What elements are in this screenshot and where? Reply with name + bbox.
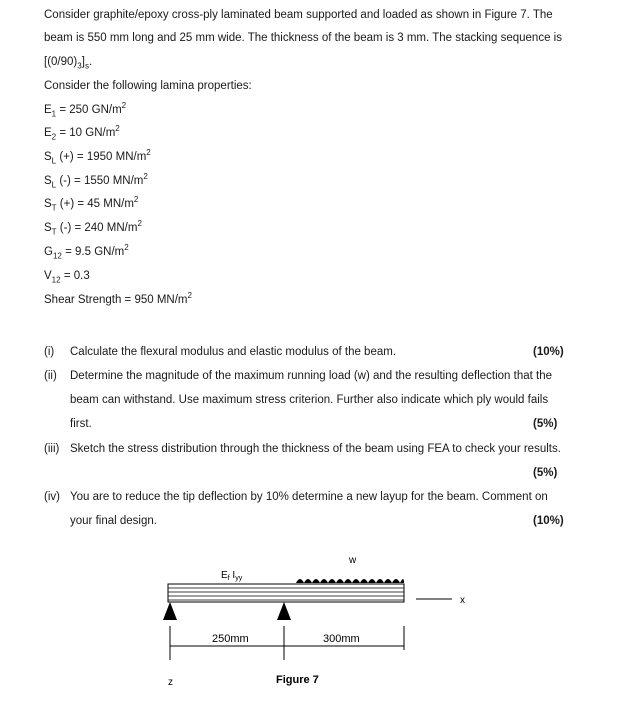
- prop-g12: $G_{12} = 9.5$ $GN/m^2$: [44, 243, 129, 261]
- question-2-line-3: first.: [70, 418, 92, 430]
- question-2-number: (ii): [44, 370, 57, 382]
- question-1-mark: (10%): [533, 346, 564, 358]
- prop-sl-compression: $S_L$ (-) = 1550 $MN/m^2$: [44, 172, 148, 190]
- beam: [168, 584, 404, 602]
- dimension-left-label: 250mm: [212, 633, 249, 645]
- question-4-number: (iv): [44, 491, 60, 503]
- intro-line-2: beam is 550 mm long and 25 mm wide. The thickness of the beam is 3 mm. The stacking sequence is: [44, 32, 562, 44]
- prop-v12: $V_{12} = 0.3$: [44, 270, 90, 285]
- intro-line-1: Consider graphite/epoxy cross-ply laminated beam supported and loaded as shown in Figure 7. The: [44, 9, 553, 21]
- question-1-text: Calculate the flexural modulus and elastic modulus of the beam.: [70, 346, 397, 358]
- question-1-number: (i): [44, 346, 55, 358]
- prop-st-compression: $S_T$ (-) = 240 $MN/m^2$: [44, 219, 142, 237]
- properties-heading: Consider the following lamina properties:: [44, 80, 252, 92]
- prop-st-tension: $S_T$ (+) = 45 $MN/m^2$: [44, 195, 139, 213]
- question-2-line-1: Determine the magnitude of the maximum running load (w) and the resulting deflection that the: [70, 370, 552, 382]
- stacking-sequence: $[(0/90)_3]_s$.: [44, 56, 93, 71]
- question-3-mark: (5%): [533, 467, 558, 479]
- figure-caption: Figure 7: [276, 674, 319, 686]
- left-support-icon: [163, 602, 177, 620]
- question-3-number: (iii): [44, 443, 60, 455]
- prop-shear-strength: Shear Strength = 950 $MN/m^2$: [44, 291, 192, 306]
- question-4-line-2: your final design.: [70, 515, 157, 527]
- prop-e2: $E_2 = 10$ $GN/m^2$: [44, 124, 120, 142]
- middle-support-icon: [277, 602, 291, 620]
- question-2-line-2: beam can withstand. Use maximum stress criterion. Further also indicate which ply would fails: [70, 394, 549, 406]
- dimension-right-label: 300mm: [323, 633, 360, 645]
- distributed-load-symbol: [296, 579, 404, 583]
- question-2-mark: (5%): [533, 418, 558, 430]
- prop-sl-tension: $S_L$ (+) = 1950 $MN/m^2$: [44, 148, 151, 166]
- z-axis-label: z: [168, 677, 173, 688]
- question-4-mark: (10%): [533, 515, 564, 527]
- dimension-lines: [170, 626, 404, 660]
- load-label: w: [349, 555, 357, 566]
- question-3-text: Sketch the stress distribution through the thickness of the beam using FEA to check your results.: [70, 443, 561, 455]
- stiffness-label: $E_f$ $I_{yy}$: [221, 570, 243, 582]
- x-axis-label: x: [460, 595, 465, 606]
- prop-e1: $E_1 = 250$ $GN/m^2$: [44, 101, 127, 119]
- question-4-line-1: You are to reduce the tip deflection by 10% determine a new layup for the beam. Comment on: [70, 491, 548, 503]
